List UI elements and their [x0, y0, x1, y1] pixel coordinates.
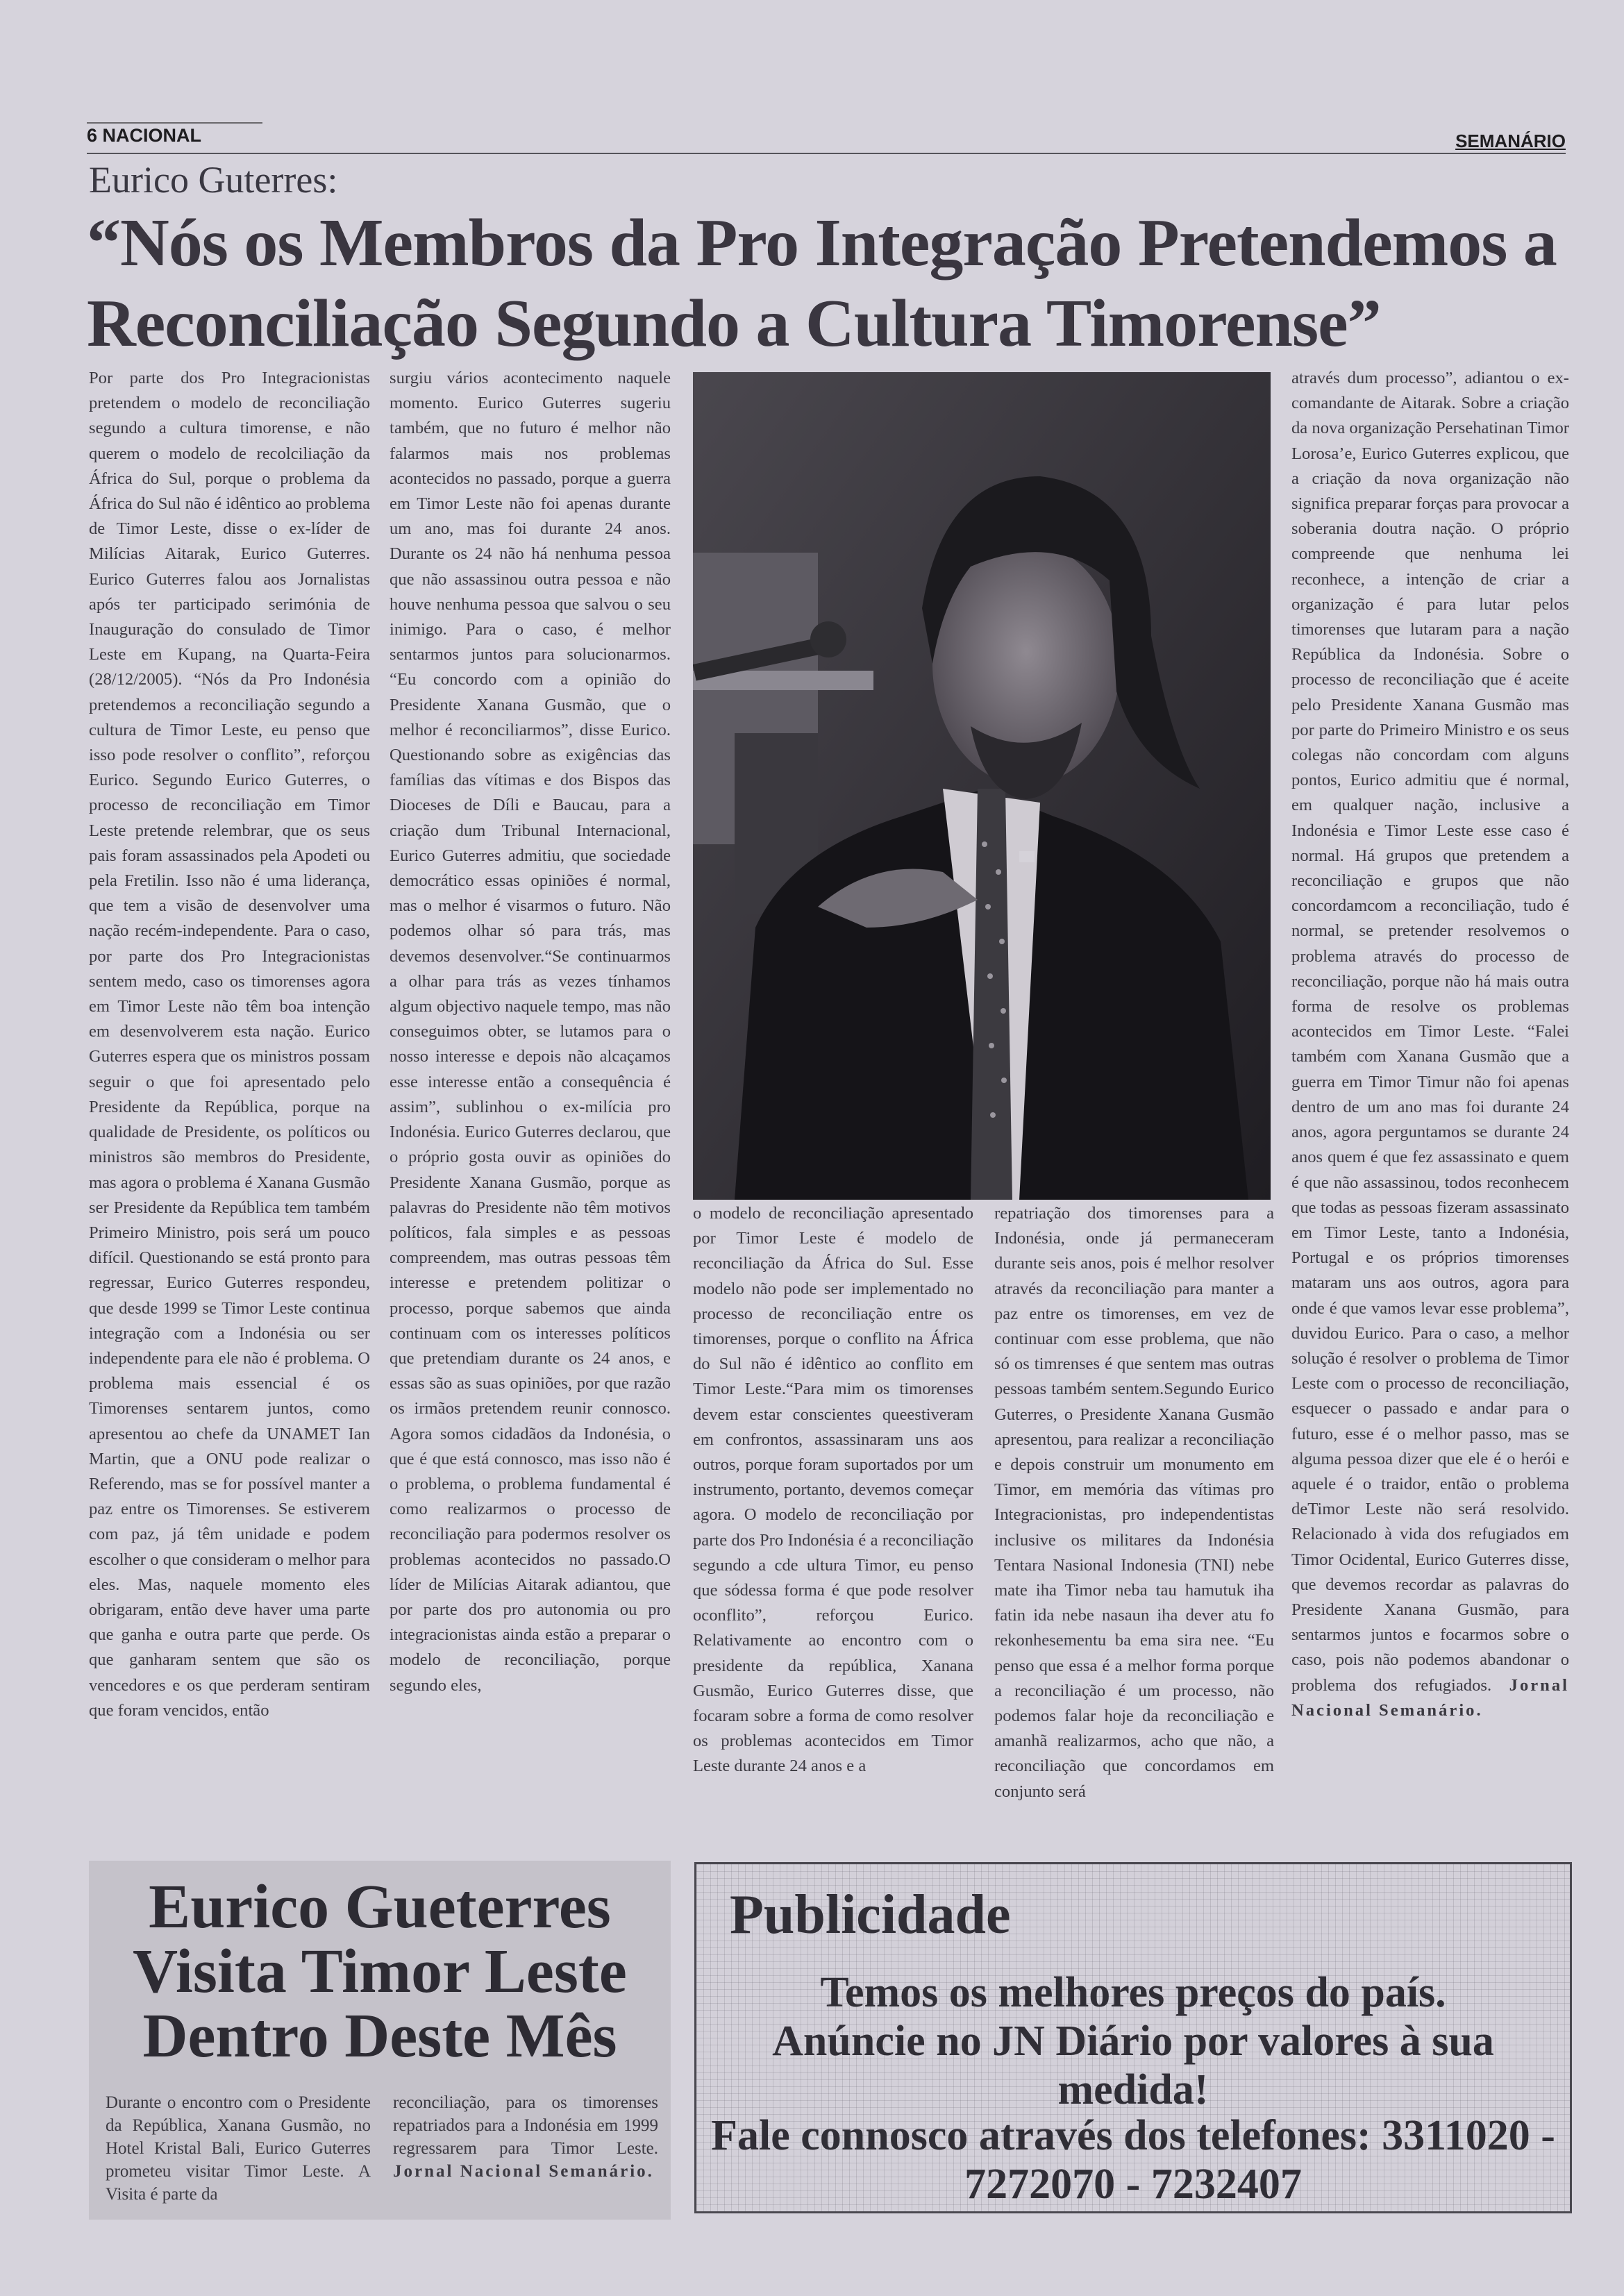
- article-text: o modelo de reconciliação apresentado por Timor Leste é modelo de reconciliação da África do Sul. Esse modelo não pode ser implementado no processo de reconciliação entre os timorenses, porque o conflito na África do Sul não é idêntico ao conflito em Timor Leste.“Para mim os timorenses devem estar conscientes queestiveram em confrontos, assassinaram uns aos outros, porque foram suportados por um instrumento, portanto, devemos começar agora. O modelo de reconciliação por parte dos Pro Indonésia é a reconciliação segundo a cde ultura Timor, eu penso que sódessa forma é que pode resolver oconflito”, reforçou Eurico. Relativamente ao encontro com o presidente da república, Xanana Gusmão, Eurico Guterres disse, que focaram sobre a forma de como resolver os problemas acontecidos em Timor Leste durante 24 anos e a: [693, 1204, 973, 1776]
- header-rule: [87, 153, 1566, 154]
- article-column-1: [89, 366, 370, 1723]
- advert-title: Publicidade: [730, 1884, 1011, 1945]
- sidebar-story-column-1: Durante o encontro com o Presidente da República, Xanana Gusmão, no Hotel Kristal Bali, Eurico Guterres prometeu visitar Timor Leste. A Visita é parte da: [106, 2093, 371, 2204]
- portrait-illustration: [693, 372, 1271, 1200]
- masthead: SEMANÁRIO: [1455, 131, 1566, 151]
- article-headline: “Nós os Membros da Pro Integração Pretendemos a Reconciliação Segundo a Cultura Timorense”: [87, 206, 1557, 361]
- page-header: [87, 119, 1566, 154]
- article-column-4: [994, 1201, 1274, 1804]
- article-kicker: Eurico Guterres:: [89, 159, 338, 201]
- article-column-3: [693, 1201, 973, 1779]
- sidebar-story-text: reconciliação, para os timorenses repatriados para a Indonésia em 1999 regressarem para Timor Leste.: [393, 2093, 658, 2158]
- advert-body: [710, 1968, 1556, 2114]
- advert-phones: Fale connosco através dos telefones: 3311020 - 7272070 - 7232407: [711, 2112, 1555, 2208]
- article-text: surgiu vários acontecimento naquele momento. Eurico Guterres sugeriu também, que no futuro é melhor não falarmos mais nos problemas acontecidos no passado, porque a guerra em Timor Leste não foi apenas durante um ano, mas foi durante 24 anos. Durante os 24 não há nenhuma pessoa que não assassinou outra pessoa e não houve nenhuma pessoa que salvou o seu inimigo. Para o caso, é melhor sentarmos juntos para solucionarmos. “Eu concordo com a opinião do Presidente Xanana Gusmão, que o melhor é reconciliarmos”, disse Eurico. Questionando sobre as exigências das famílias das vítimas e dos Bispos das Dioceses de Díli e Baucau, para a criação dum Tribunal Internacional, Eurico Guterres admitiu, que sociedade democrático essas opiniões é normal, mas o melhor é visarmos o futuro. Não podemos olhar só para trás, mas devemos desenvolver.“Se continuarmos a olhar para trás as vezes tínhamos algum objectivo naquele tempo, mas não conseguimos obter, se lutamos para o nosso interesse e depois não alcaçamos esse interesse então a consequência é assim”, sublinhou o ex-milícia pro Indonésia. Eurico Guterres declarou, que o próprio gosta ouvir as opiniões do Presidente Xanana Gusmão, porque as palavras do Presidente não têm motivos políticos, fala simples e as pessoas compreendem, mas outras pessoas têm interesse e pretendem politizar o processo, porque sabemos que ainda continuam com os interesses políticos que pretendiam durante os 24 anos, e essas são as suas opiniões, por que razão os irmãos pretendem reunir connosco. Agora somos cidadãos da Indonésia, o que é que está connosco, mas isso não é o problema, o problema fundamental é como realizarmos o processo de reconciliação para podermos resolver os problemas acontecidos no passado.O líder de Milícias Aitarak adiantou, que por parte dos pro autonomia ou pro integracionistas ainda estão a preparar o modelo de reconciliação, porque segundo eles,: [390, 369, 671, 1695]
- section-label: 6 NACIONAL: [87, 122, 262, 146]
- sidebar-story-title: Eurico Gueterres Visita Timor Leste Dentro Deste Mês: [133, 1872, 627, 2070]
- article-text: através dum processo”, adiantou o ex-comandante de Aitarak. Sobre a criação da nova organização Persehatinan Timor Lorosa’e, Eurico Guterres explicou, que a criação da nova organização não significa preparar forças para provocar a soberania doutra nação. O próprio compreende que nenhuma lei reconhece, a intenção de criar a organização é para lutar pelos timorenses que lutaram para a nação República da Indonésia. Sobre o processo de reconciliação que é aceite pelo Presidente Xanana Gusmão mas por parte do Primeiro Ministro e os seus colegas não concordam com alguns pontos, Eurico admitiu que é normal, em qualquer nação, inclusive a Indonésia e Timor Leste esse caso é normal. Há grupos que pretendem a reconciliação e grupos que não concordamcom a reconciliação, tudo é normal, se pretender resolvemos o problema através do processo de reconciliação, porque não há mais outra forma de resolve os problemas acontecidos em Timor Leste. “Falei também com Xanana Gusmão que a guerra em Timor Timur não foi apenas dentro de um ano mas foi durante 24 anos, agora perguntamos se durante 24 anos quem é que fez assassinato e quem é que não assassinou, todos reconhecem que todas as pessoas fizeram assassinato em Timor Leste, tanto a Indonésia, Portugal e os próprios timorenses mataram uns aos outros, agora para onde é que vamos levar esse problema”, duvidou Eurico. Para o caso, a melhor solução é resolver o problema de Timor Leste com o processo de reconciliação, esquecer o passado e andar para o futuro, esse é o melhor passo, mas se alguma pessoa dizer que ele é o herói e aquele é o traidor, então o problema deTimor Leste não será resolvido. Relacionado à vida dos refugiados em Timor Ocidental, Eurico Guterres disse, que devemos recordar as palavras do Presidente Xanana Gusmão, para sentarmos juntos e focarmos sobre o caso, pois não podemos abandonar o problema dos refugiados.: [1291, 369, 1569, 1695]
- article-column-2: [390, 366, 671, 1698]
- article-text: Por parte dos Pro Integracionistas pretendem o modelo de reconciliação segundo a cultura timorense, e não querem o modelo de recolciliação da África do Sul, porque o problema da África do Sul não é idêntico ao problema de Timor Leste, disse o ex-líder de Milícias Aitarak, Eurico Guterres. Eurico Guterres falou aos Jornalistas após ter participado serimónia de Inauguração do consulado de Timor Leste em Kupang, na Quarta-Feira (28/12/2005). “Nós da Pro Indonésia pretendemos a reconciliação segundo a cultura de Timor Leste, eu penso que isso pode resolver o conflito”, reforçou Eurico. Segundo Eurico Guterres, o processo de reconciliação em Timor Leste pretende relembrar, que os seus pais foram assassinados pela Apodeti ou pela Fretilin. Isso não é uma liderança, que tem a visão de desenvolver uma nação recém-independente. Para o caso, por parte dos Pro Integracionistas sentem medo, caso os timorenses agora em Timor Leste não têm boa intenção em desenvolverem esta nação. Eurico Guterres espera que os ministros possam seguir o que foi apresentado pelo Presidente da República, porque na qualidade de Presidente, os políticos ou ministros são membros do Presidente, mas agora o problema é Xanana Gusmão ser Presidente da República tem também Primeiro Ministro, pois será um pouco difícil. Questionando se está pronto para regressar, Eurico Guterres respondeu, que desde 1999 se Timor Leste continua integração com a Indonésia ou ser independente para ele não é problema. O problema mais essencial é os Timorenses sentarem juntos, como apresentou ao chefe da UNAMET Ian Martin, que a ONU pode realizar o Referendo, mas se for possível manter a paz entre os Timorenses. Se estiverem com paz, já têm unidade e podem escolher o que consideram o melhor para eles. Mas, naquele momento eles obrigaram, então deve haver uma parte que ganha e outra parte que perde. Os que ganharam sentem que são os vencedores e os que perderam sentiram que foram vencidos, então: [89, 369, 370, 1720]
- sidebar-story-column-2: [393, 2091, 658, 2183]
- sidebar-story-signature: Jornal Nacional Semanário.: [393, 2162, 654, 2181]
- article-column-5: [1291, 366, 1569, 1723]
- portrait-photo: [693, 372, 1271, 1200]
- advert-line-2: Anúncie no JN Diário por valores à sua medida!: [772, 2018, 1494, 2113]
- advert-box: [694, 1862, 1572, 2213]
- article-signature: Jornal Nacional Semanário.: [1291, 1675, 1569, 1720]
- article-text: repatriação dos timorenses para a Indonésia, onde já permaneceram durante seis anos, pois é melhor resolver através da reconciliação para manter a paz entre os timorenses, em vez de continuar com esse problema, que não só os timrenses é que sentem mas outras pessoas também sentem.Segundo Eurico Guterres, o Presidente Xanana Gusmão apresentou, para realizar a reconciliação e depois construir um monumento em Timor, em memória das vítimas pro Integracionistas, pro independentistas inclusive os militares da Indonésia Tentara Nasional Indonesia (TNI) nebe mate iha Timor neba tau hamutuk iha fatin ida nebe nasaun iha dever atu fo rekonhesementu ba ema sira nee. “Eu penso que essa é a melhor forma porque a reconciliação é um processo, não podemos falar hoje da reconciliação e amanhã realizarmos, acho que não, a reconciliação que concordamos em conjunto será: [994, 1204, 1274, 1801]
- advert-line-1: Temos os melhores preços do país.: [820, 1969, 1446, 2016]
- sidebar-story: [89, 1861, 671, 2220]
